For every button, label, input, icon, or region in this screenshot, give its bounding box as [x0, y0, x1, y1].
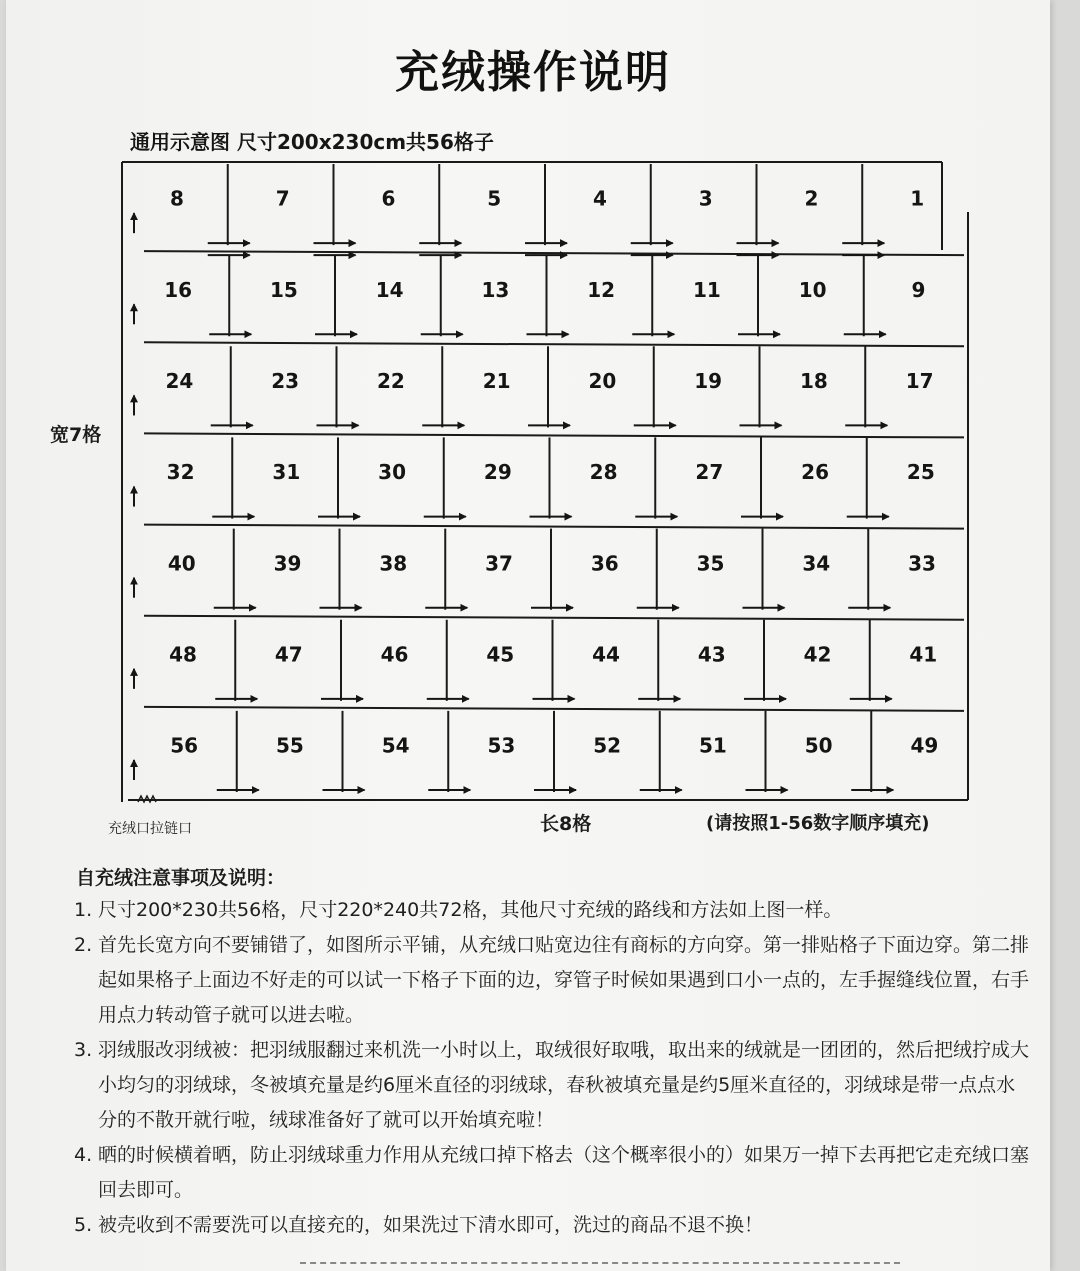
list-item: [74, 1138, 1034, 1208]
cell-number: 41: [909, 642, 938, 667]
cell-number: 10: [798, 277, 827, 302]
cell-number: 9: [911, 277, 926, 302]
cell-number: 33: [908, 551, 936, 576]
cell-number: 18: [799, 369, 828, 394]
length-label: 长8格: [540, 813, 592, 835]
cell-number: 42: [803, 642, 832, 667]
cell-number: 46: [380, 642, 409, 667]
fill-order-note: (请按照1-56数字顺序填充): [706, 813, 930, 834]
cell-number: 39: [273, 551, 302, 576]
cell-number: 48: [169, 642, 197, 667]
grid-lines: [122, 162, 968, 802]
cell-number: 6: [381, 186, 396, 211]
cell-number: 55: [276, 733, 304, 758]
cell-number: 2: [804, 186, 819, 211]
cell-number: 53: [487, 733, 516, 758]
cell-number: 38: [379, 551, 408, 576]
cell-number: 12: [587, 277, 616, 302]
row-divider: [144, 616, 964, 620]
cell-number: 22: [376, 369, 405, 394]
cell-number: 19: [694, 369, 723, 394]
cell-number: 13: [481, 277, 510, 302]
item-number: 5.: [74, 1214, 93, 1236]
list-item: [74, 928, 1034, 1033]
row-divider: [144, 707, 964, 711]
cell-number: 8: [170, 186, 184, 211]
width-label: 宽7格: [50, 424, 102, 446]
cell-number: 23: [271, 369, 300, 394]
cell-number: 36: [590, 551, 619, 576]
cell-number: 51: [699, 733, 727, 758]
item-text: 尺寸200*230共56格，尺寸220*240共72格，其他尺寸充绒的路线和方法如上图一样。: [98, 899, 843, 921]
list-item: [74, 1208, 1034, 1243]
cell-number: 3: [698, 186, 713, 211]
item-number: 2.: [74, 934, 93, 956]
cell-number: 37: [485, 551, 513, 576]
zipper-opening-label: 充绒口拉链口: [108, 821, 192, 837]
list-item: [74, 1033, 1034, 1138]
cell-number: 25: [906, 460, 935, 485]
cell-number: 24: [165, 369, 194, 394]
page-bottom-dashes: [300, 1262, 900, 1266]
notes-heading: 自充绒注意事项及说明：: [76, 867, 286, 889]
cell-number: 45: [486, 642, 515, 667]
cell-number: 1: [910, 186, 925, 211]
cell-number: 32: [166, 460, 195, 485]
item-text: 被壳收到不需要洗可以直接充的，如果洗过下清水即可，洗过的商品不退不换！: [98, 1214, 764, 1236]
row-divider: [144, 433, 964, 437]
list-item: [74, 893, 1034, 928]
row-divider: [144, 342, 964, 346]
cell-number: 34: [802, 551, 831, 576]
cell-number: 44: [592, 642, 620, 667]
cell-number: 28: [589, 460, 618, 485]
cell-number: 30: [378, 460, 407, 485]
item-number: 1.: [74, 899, 93, 921]
item-text: 羽绒服改羽绒被：把羽绒服翻过来机洗一小时以上，取绒很好取哦，取出来的绒就是一团团的，然后把绒拧成大小均匀的羽绒球，冬被填充量是约6厘米直径的羽绒球，春秋被填充量是约5厘米直径的，羽绒球是带一点点水分的不散开就行啦，绒球准备好了就可以开始填充啦！: [98, 1039, 1030, 1131]
cell-number: 20: [588, 369, 617, 394]
cell-number: 21: [482, 369, 511, 394]
cell-number: 43: [697, 642, 726, 667]
cell-number: 35: [696, 551, 725, 576]
cell-number: 54: [381, 733, 410, 758]
cell-number: 14: [375, 277, 404, 302]
cell-number: 49: [910, 733, 939, 758]
notes-list: [74, 893, 1034, 1243]
cell-number: 16: [164, 277, 193, 302]
item-number: 4.: [74, 1144, 93, 1166]
cell-number: 27: [695, 460, 724, 485]
cell-number: 40: [167, 551, 196, 576]
cell-number: 29: [483, 460, 512, 485]
cell-number: 4: [593, 186, 607, 211]
item-text: 首先长宽方向不要铺错了，如图所示平铺，从充绒口贴宽边往有商标的方向穿。第一排贴格子下面边穿。第二排起如果格子上面边不好走的可以试一下格子下面的边，穿管子时候如果遇到口小一点的，左手握缝线位置，右手用点力转动管子就可以进去啦。: [98, 934, 1030, 1026]
diagram-subtitle: 通用示意图 尺寸200x230cm共56格子: [130, 130, 494, 154]
cell-number: 26: [801, 460, 830, 485]
route-arrows: [134, 213, 893, 790]
item-text: 晒的时候横着晒，防止羽绒球重力作用从充绒口掉下格去（这个概率很小的）如果万一掉下去再把它走充绒口塞回去即可。: [98, 1144, 1030, 1201]
item-number: 3.: [74, 1039, 93, 1061]
cell-numbers: [164, 187, 938, 758]
cell-number: 15: [270, 277, 298, 302]
row-divider: [144, 525, 964, 529]
cell-number: 17: [905, 369, 934, 394]
cell-number: 11: [693, 277, 721, 302]
cell-number: 52: [593, 733, 622, 758]
cell-number: 31: [272, 460, 301, 485]
cell-number: 5: [487, 186, 502, 211]
page-title: 充绒操作说明: [395, 47, 671, 98]
cell-number: 7: [275, 186, 290, 211]
cell-number: 47: [274, 642, 303, 667]
cell-number: 50: [804, 733, 833, 758]
cell-number: 56: [170, 733, 199, 758]
